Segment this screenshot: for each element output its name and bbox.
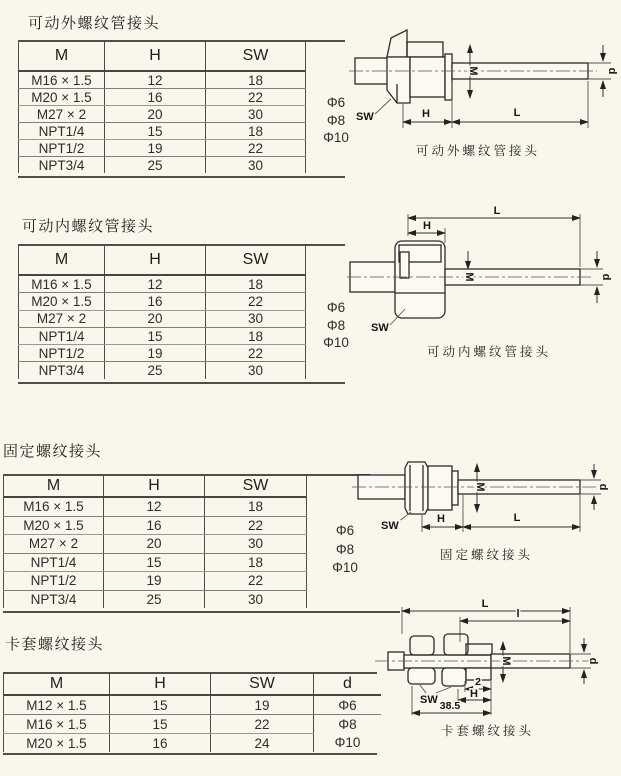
- table-cell: 18: [206, 327, 306, 344]
- table-cell: 18: [206, 123, 306, 140]
- table-cell: M20 × 1.5: [4, 516, 104, 535]
- table-row: [4, 553, 307, 572]
- table-cell: NPT1/2: [4, 572, 104, 591]
- dim-label-h: H: [470, 688, 478, 700]
- dim-label-sw: SW: [420, 694, 438, 706]
- table-cell: NPT1/4: [19, 327, 105, 344]
- dim-label-d: d: [597, 483, 609, 491]
- table-cell: 12: [104, 497, 205, 516]
- table-cell: 19: [104, 572, 205, 591]
- table-cell: 25: [104, 590, 205, 608]
- drawing-caption: 固定螺纹接头: [440, 548, 534, 562]
- table-cell: 16: [104, 516, 205, 535]
- dim-label-h: H: [423, 220, 431, 232]
- table-header-row: [19, 246, 306, 275]
- table-row: [19, 327, 306, 344]
- dim-label-l: L: [513, 512, 521, 524]
- table-cell: M12 × 1.5: [4, 695, 110, 715]
- table-cell: Φ10: [334, 735, 361, 751]
- table-cell: 18: [205, 553, 307, 572]
- hatched-band: [466, 644, 492, 655]
- table-row: [4, 734, 382, 753]
- table-cell: 20: [104, 535, 205, 554]
- table-cell: 22: [205, 516, 307, 535]
- table-cell: NPT1/2: [19, 345, 105, 362]
- table-cell: M16 × 1.5: [19, 71, 105, 89]
- table-bottom-rule: [3, 611, 400, 613]
- table-cell: 19: [105, 345, 206, 362]
- spec-table-movable-internal: [18, 246, 306, 379]
- table-cell: 19: [105, 140, 206, 157]
- table-cell: NPT1/2: [19, 140, 105, 157]
- spec-table-fixed: [3, 476, 307, 608]
- column-header: M: [19, 246, 105, 275]
- table-cell: 22: [206, 140, 306, 157]
- table-cell: 15: [105, 123, 206, 140]
- table-header-row: [4, 476, 307, 497]
- table-cell: 18: [206, 275, 306, 293]
- dim-label-l: L: [493, 205, 501, 217]
- table-body: [19, 275, 306, 379]
- spec-table-movable-external: [18, 42, 306, 173]
- table-cell: 16: [110, 734, 211, 753]
- table-cell: 16: [105, 89, 206, 106]
- dim-label-d: d: [600, 273, 612, 281]
- table-row: [19, 310, 306, 327]
- phi-label: Φ10: [323, 130, 349, 145]
- table-cell: M20 × 1.5: [19, 89, 105, 106]
- table-cell: 30: [206, 106, 306, 123]
- table-header: [4, 674, 382, 695]
- table-row: [19, 362, 306, 379]
- table-row: [4, 535, 307, 554]
- table-cell: 30: [205, 535, 307, 554]
- table-cell: M20 × 1.5: [19, 293, 105, 310]
- dim-label-d: d: [587, 657, 599, 665]
- table-cell: 15: [110, 715, 211, 734]
- table-row: [19, 89, 306, 106]
- table-bottom-rule: [18, 176, 345, 178]
- dim-label-h: H: [437, 513, 445, 525]
- table-cell: NPT3/4: [4, 590, 104, 608]
- table-row: [19, 157, 306, 174]
- table-cell: Φ8: [338, 716, 357, 732]
- table-cell: M27 × 2: [19, 310, 105, 327]
- table-cell: 16: [105, 293, 206, 310]
- column-header: M: [4, 674, 110, 695]
- table-cell: 24: [211, 734, 314, 753]
- spec-table-ferrule: [3, 674, 381, 752]
- table-row: [4, 695, 382, 715]
- table-body: [19, 71, 306, 173]
- table-row: [4, 572, 307, 591]
- drawing-caption: 可动外螺纹管接头: [416, 144, 541, 158]
- table-cell: 20: [105, 106, 206, 123]
- table-cell: M16 × 1.5: [4, 497, 104, 516]
- drawing-caption: 可动内螺纹管接头: [427, 345, 552, 359]
- table-header-row: [4, 674, 382, 695]
- table-cell: 15: [110, 695, 211, 715]
- hex-nut-shape: [442, 668, 466, 686]
- collar-step: [445, 54, 452, 100]
- hatched-band: [407, 42, 443, 57]
- table-row: [4, 516, 307, 535]
- dim-label-38-5: 38.5: [439, 700, 461, 712]
- phi-label: Φ6: [326, 95, 346, 110]
- table-row: [19, 140, 306, 157]
- table-cell: 22: [211, 715, 314, 734]
- table-cell: 18: [206, 71, 306, 89]
- hatched-nut-cap: [444, 634, 468, 655]
- table-row: [19, 106, 306, 123]
- table-cell: NPT3/4: [19, 362, 105, 379]
- table-row: [19, 275, 306, 293]
- phi-label: Φ6: [335, 523, 355, 538]
- column-header: H: [105, 42, 206, 71]
- dim-label-d: d: [606, 67, 618, 75]
- column-header: SW: [206, 246, 306, 275]
- column-header: H: [110, 674, 211, 695]
- column-header: d: [314, 674, 382, 695]
- table-cell: 25: [105, 157, 206, 174]
- table-bottom-rule: [3, 753, 377, 755]
- column-header: M: [19, 42, 105, 71]
- table-row: [19, 123, 306, 140]
- phi-label: Φ6: [326, 300, 346, 315]
- table-bottom-rule: [18, 382, 345, 384]
- table-cell: NPT1/4: [4, 553, 104, 572]
- table-cell: M16 × 1.5: [19, 275, 105, 293]
- dim-label-m: M: [463, 272, 475, 282]
- table-cell: 15: [104, 553, 205, 572]
- table-body: [4, 497, 307, 608]
- table-row: [19, 71, 306, 89]
- thread-collar-shape: [410, 57, 445, 97]
- table-cell: 30: [247, 157, 264, 173]
- thread-collar-shape: [428, 466, 452, 510]
- phi-label: Φ10: [323, 335, 349, 350]
- table-cell: M27 × 2: [4, 535, 104, 554]
- dim-label-m: M: [467, 66, 479, 76]
- column-header: SW: [205, 476, 307, 497]
- section-title-fixed: 固定螺纹接头: [3, 443, 103, 460]
- dim-label-m: M: [474, 482, 486, 492]
- column-header: SW: [206, 42, 306, 71]
- table-cell: M27 × 2: [19, 106, 105, 123]
- dim-label-l-small: l: [516, 608, 520, 620]
- table-header-row: [19, 42, 306, 71]
- dim-label-h: H: [422, 108, 430, 120]
- hatched-cap: [387, 30, 407, 57]
- dim-label-sw: SW: [381, 520, 399, 532]
- phi-label: Φ10: [332, 560, 358, 575]
- table-row: [4, 590, 307, 608]
- technical-drawing-fixed: [350, 452, 621, 547]
- dim-label-l: L: [513, 107, 521, 119]
- table-row: [4, 715, 382, 734]
- column-header: SW: [211, 674, 314, 695]
- table-cell: NPT3/4: [19, 157, 105, 174]
- technical-drawing-ferrule: [350, 596, 621, 721]
- dim-label-m: M: [500, 656, 512, 666]
- stem-shape: [404, 655, 491, 668]
- hex-nut-shape: [405, 462, 428, 514]
- dim-label-2: 2: [475, 676, 481, 688]
- inner-slot: [400, 252, 409, 278]
- hex-nut-shape: [408, 668, 435, 684]
- table-cell: 25: [105, 362, 206, 379]
- technical-drawing-movable-external: [345, 14, 621, 140]
- table-cell: 30: [206, 310, 306, 327]
- section-title-ferrule: 卡套螺纹接头: [5, 636, 105, 653]
- phi-label: Φ8: [326, 112, 346, 128]
- column-header: H: [105, 246, 206, 275]
- table-cell: 12: [105, 275, 206, 293]
- dim-label-l: L: [481, 598, 489, 610]
- table-header: [19, 42, 306, 71]
- table-cell: Φ6: [314, 695, 382, 715]
- table-cell: 22: [206, 293, 306, 310]
- table-cell: M16 × 1.5: [4, 715, 110, 734]
- table-cell: 20: [105, 310, 206, 327]
- table-cell: 22: [206, 345, 306, 362]
- hex-nut-shape: [387, 57, 410, 103]
- table-cell: 30: [247, 591, 264, 607]
- table-cell: M20 × 1.5: [4, 734, 110, 753]
- technical-drawing-movable-internal: [345, 203, 621, 339]
- dim-label-sw: SW: [356, 111, 374, 123]
- drawing-caption: 卡套螺纹接头: [441, 724, 535, 738]
- table-body: [4, 695, 382, 752]
- table-cell: 30: [247, 363, 264, 379]
- table-cell: 22: [205, 572, 307, 591]
- table-cell: 12: [105, 71, 206, 89]
- table-header: [4, 476, 307, 497]
- phi-label: Φ8: [326, 317, 346, 333]
- section-title-movable-external: 可动外螺纹管接头: [28, 15, 161, 32]
- phi-label: Φ8: [335, 541, 355, 557]
- table-row: [19, 345, 306, 362]
- hatched-nut-cap: [410, 636, 434, 655]
- dim-label-sw: SW: [371, 322, 389, 334]
- table-cell: NPT1/4: [19, 123, 105, 140]
- table-header: [19, 246, 306, 275]
- column-header: M: [4, 476, 104, 497]
- section-title-movable-internal: 可动内螺纹管接头: [22, 218, 155, 235]
- table-row: [4, 497, 307, 516]
- table-cell: 19: [211, 695, 314, 715]
- column-header: H: [104, 476, 205, 497]
- table-row: [19, 293, 306, 310]
- table-cell: 15: [105, 327, 206, 344]
- collar-step: [452, 471, 458, 505]
- table-cell: 22: [206, 89, 306, 106]
- table-cell: 18: [205, 497, 307, 516]
